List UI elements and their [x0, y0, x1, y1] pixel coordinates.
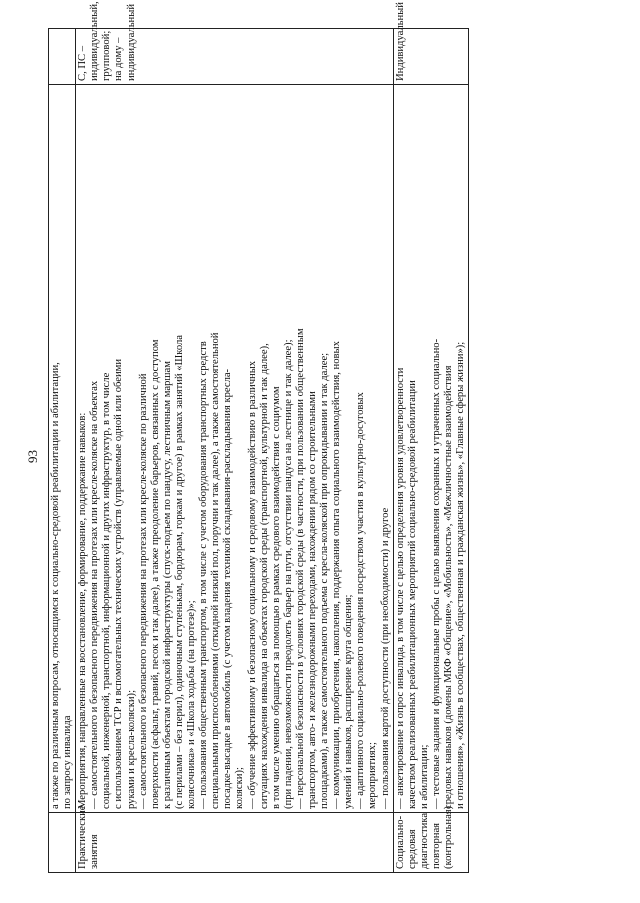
activity-type-cell: Практические занятия — [76, 813, 393, 873]
content-line: поверхности (асфальт, гравий, песок и так далее), а также преодоление барьеров, связанных с доступом — [149, 339, 161, 809]
content-line: — пользования картой доступности (при необходимости) и другое — [379, 507, 391, 809]
content-line: мероприятиях; — [367, 742, 379, 809]
content-line: — анкетирование и опрос инвалида, в том числе с целью определения уровня удовлетворенности — [394, 367, 406, 809]
content-line: — тестовые задания и функциональные пробы с целью выявления сохранных и утраченных социально- — [430, 338, 442, 809]
table-row — [76, 29, 393, 873]
form-cell: Индивидуальный — [393, 29, 469, 85]
content-line: — коммуникации, приобретения, накопления, поддержания опыта социального взаимодействия, новых — [331, 341, 343, 809]
content-line: транспортом, авто- и железнодорожными переходами, нахождении рядом со строительными — [306, 391, 318, 809]
content-line: средовых навыков (домены МКФ «Общение», «Мобильность», «Межличностные взаимодействия — [443, 365, 454, 809]
content-line: а также по различным вопросам, относящимся к социально-средовой реабилитации и абилитации, — [50, 362, 61, 809]
content-line: умений и навыков, расширение круга общения; — [343, 594, 355, 809]
content-line: колясочника» и «Школа ходьбы (на протезе)»; — [186, 600, 198, 809]
content-line: (с перилами – без перил), одиночным ступенькам, бордюрам, горкам и другое) в рамках занятий «Школа — [173, 335, 185, 809]
content-line: качеством реализованных реабилитационных мероприятий социально-средовой реабилитации — [406, 380, 418, 809]
content-line: — обучение эффективному и безопасному социальному и средовому взаимодействию в различных — [246, 360, 258, 809]
content-line: — самостоятельного и безопасного передвижения на протезах или кресле-коляске на объектах — [89, 380, 101, 809]
activity-type-cell — [49, 813, 76, 873]
content-line: — пользования общественным транспортом, в том числе с учетом оборудования транспортных средств — [198, 341, 210, 809]
content-line: в том числе умению обращаться за помощью в рамках средового взаимодействия с социумом — [270, 386, 282, 809]
content-line: — адаптивного социально-ролевого поведения посредством участия в культурно-досуговых — [355, 392, 367, 809]
content-line: к различным объектам городской инфраструктуры (спуск-подъем по пандусу, лестничным маршам — [161, 361, 173, 809]
activity-content-cell — [393, 85, 469, 813]
content-line: — персональной безопасности в условиях городской среды (в частности, при пользовании общественным — [294, 328, 306, 809]
table-row — [393, 29, 469, 873]
content-line: и отношения», «Жизнь в сообществах, общественная и гражданская жизнь», «Главные сферы жизни»); — [455, 341, 467, 809]
form-cell — [49, 29, 76, 85]
activity-type-cell: Социально-средовая диагностика повторная (контрольная) — [393, 813, 469, 873]
content-line: руками и кресла-коляски); — [125, 689, 137, 809]
activity-content-cell — [76, 85, 393, 813]
table-row — [49, 29, 76, 873]
content-line: ситуациях нахождения инвалида на объектах городской среды (транспортной, культурной и так далее), — [258, 343, 270, 809]
page-number: 93 — [25, 450, 40, 463]
content-line: специальными приспособлениями (откидной низкий пол, поручни и так далее), а также самостоятельной — [210, 332, 222, 809]
content-line: площадками), а также самостоятельного подъема с кресла-коляской при опрокидывании и так далее; — [319, 352, 331, 809]
content-line: Мероприятия, направленные на восстановление, формирование, поддержание навыков: — [77, 412, 89, 809]
content-line: — самостоятельного и безопасного передвижения на протезах или кресле-коляске по различной — [137, 373, 149, 809]
content-line: и абилитации; — [418, 744, 430, 809]
rotated-page-content — [25, 1, 490, 873]
content-line: (при падении, невозможности преодолеть барьер на пути, отсутствии пандуса на лестнице и так далее); — [282, 339, 294, 809]
content-line: с использованием ТСР и вспомогательных технических устройств (управляемые одной или обеими — [113, 358, 125, 809]
content-line: по запросу инвалида — [62, 715, 74, 809]
content-line: коляски); — [234, 767, 246, 809]
form-cell: С, ПС – индивидуальный, групповой; на дому – индивидуальный — [76, 29, 393, 85]
rehabilitation-table — [48, 1, 469, 873]
activity-content-cell — [49, 85, 76, 813]
content-line: социальной, инженерной, транспортной, информационной и других инфраструктур, в том числе — [101, 372, 113, 809]
content-line: посадке-высадке в автомобиль (с учетом владения техникой складывания-раскладывания кресла- — [222, 368, 234, 809]
